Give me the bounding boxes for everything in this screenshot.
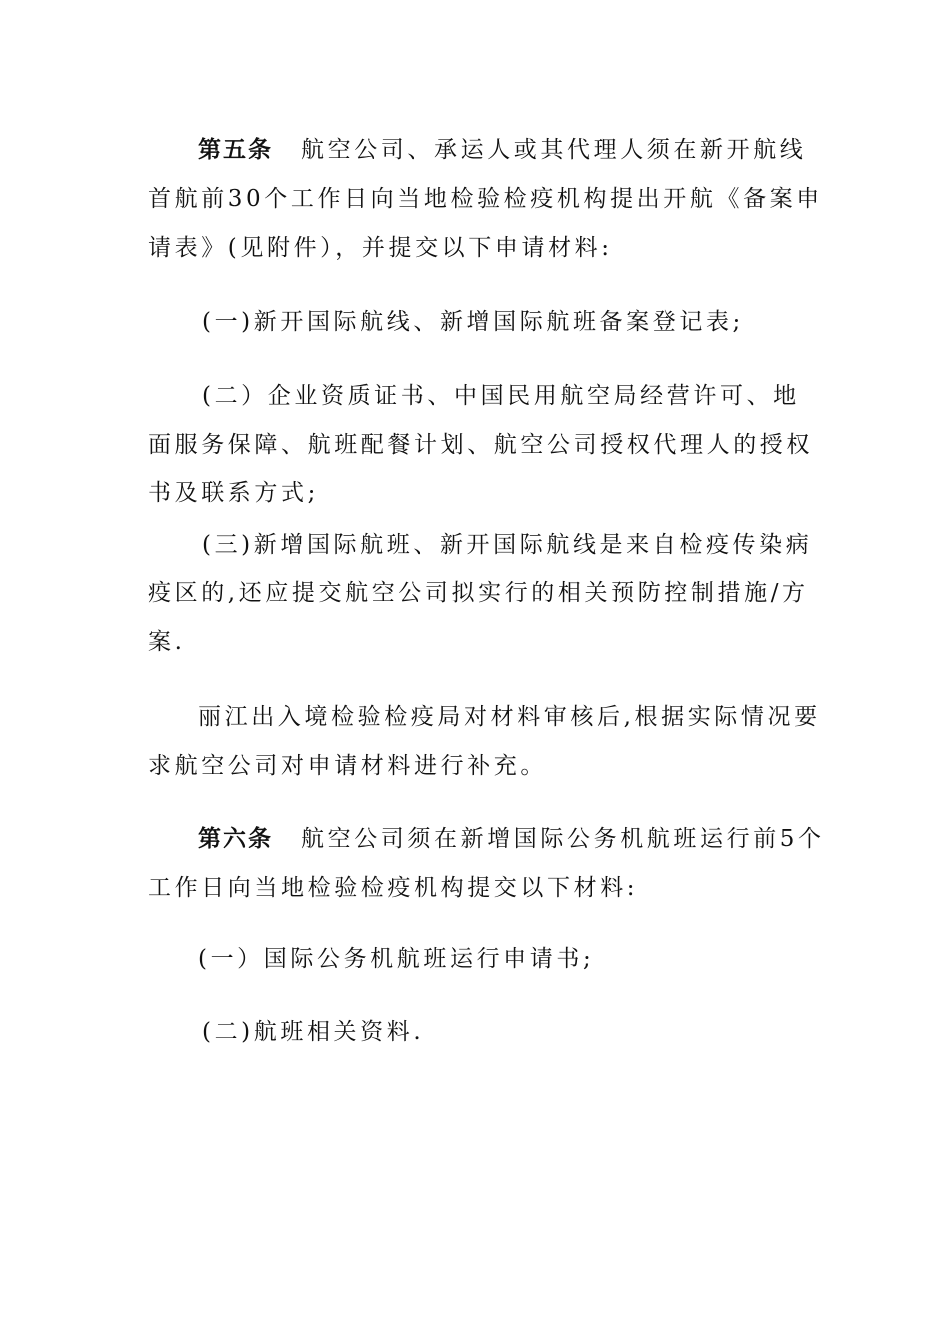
article5-line-3: 请表》(见附件），并提交以下申请材料: [148, 235, 613, 261]
article5-text: 航空公司、承运人或其代理人须在新开航线 [301, 137, 807, 163]
article5-line-1 [198, 135, 806, 165]
article5-line-2: 首航前30个工作日向当地检验检疫机构提出开航《备案申 [148, 186, 823, 212]
article5-label: 第五条 [198, 136, 273, 163]
article5-item-1: (一)新开国际航线、新增国际航班备案登记表; [202, 309, 744, 335]
article6-item-2: (二)航班相关资料. [202, 1019, 425, 1045]
article6-line-1 [198, 824, 825, 854]
article6-text: 航空公司须在新增国际公务机航班运行前5个 [301, 826, 825, 852]
article6-item-1: (一）国际公务机航班运行申请书; [198, 946, 595, 972]
article5-item-3-line-3: 案. [148, 629, 186, 655]
article5-item-2-line-1: (二）企业资质证书、中国民用航空局经营许可、地 [202, 383, 800, 409]
article5-item-3-line-1: (三)新增国际航班、新开国际航线是来自检疫传染病 [202, 532, 813, 558]
article5-item-3-line-2: 疫区的,还应提交航空公司拟实行的相关预防控制措施/方 [148, 580, 809, 606]
article6-label: 第六条 [198, 825, 273, 852]
article5-note-line-1: 丽江出入境检验检疫局对材料审核后,根据实际情况要 [198, 704, 821, 730]
article5-item-2-line-2: 面服务保障、航班配餐计划、航空公司授权代理人的授权 [148, 432, 813, 458]
article5-note-line-2: 求航空公司对申请材料进行补充。 [148, 753, 547, 779]
article5-item-2-line-3: 书及联系方式; [148, 480, 319, 506]
article6-line-2: 工作日向当地检验检疫机构提交以下材料: [148, 875, 639, 901]
